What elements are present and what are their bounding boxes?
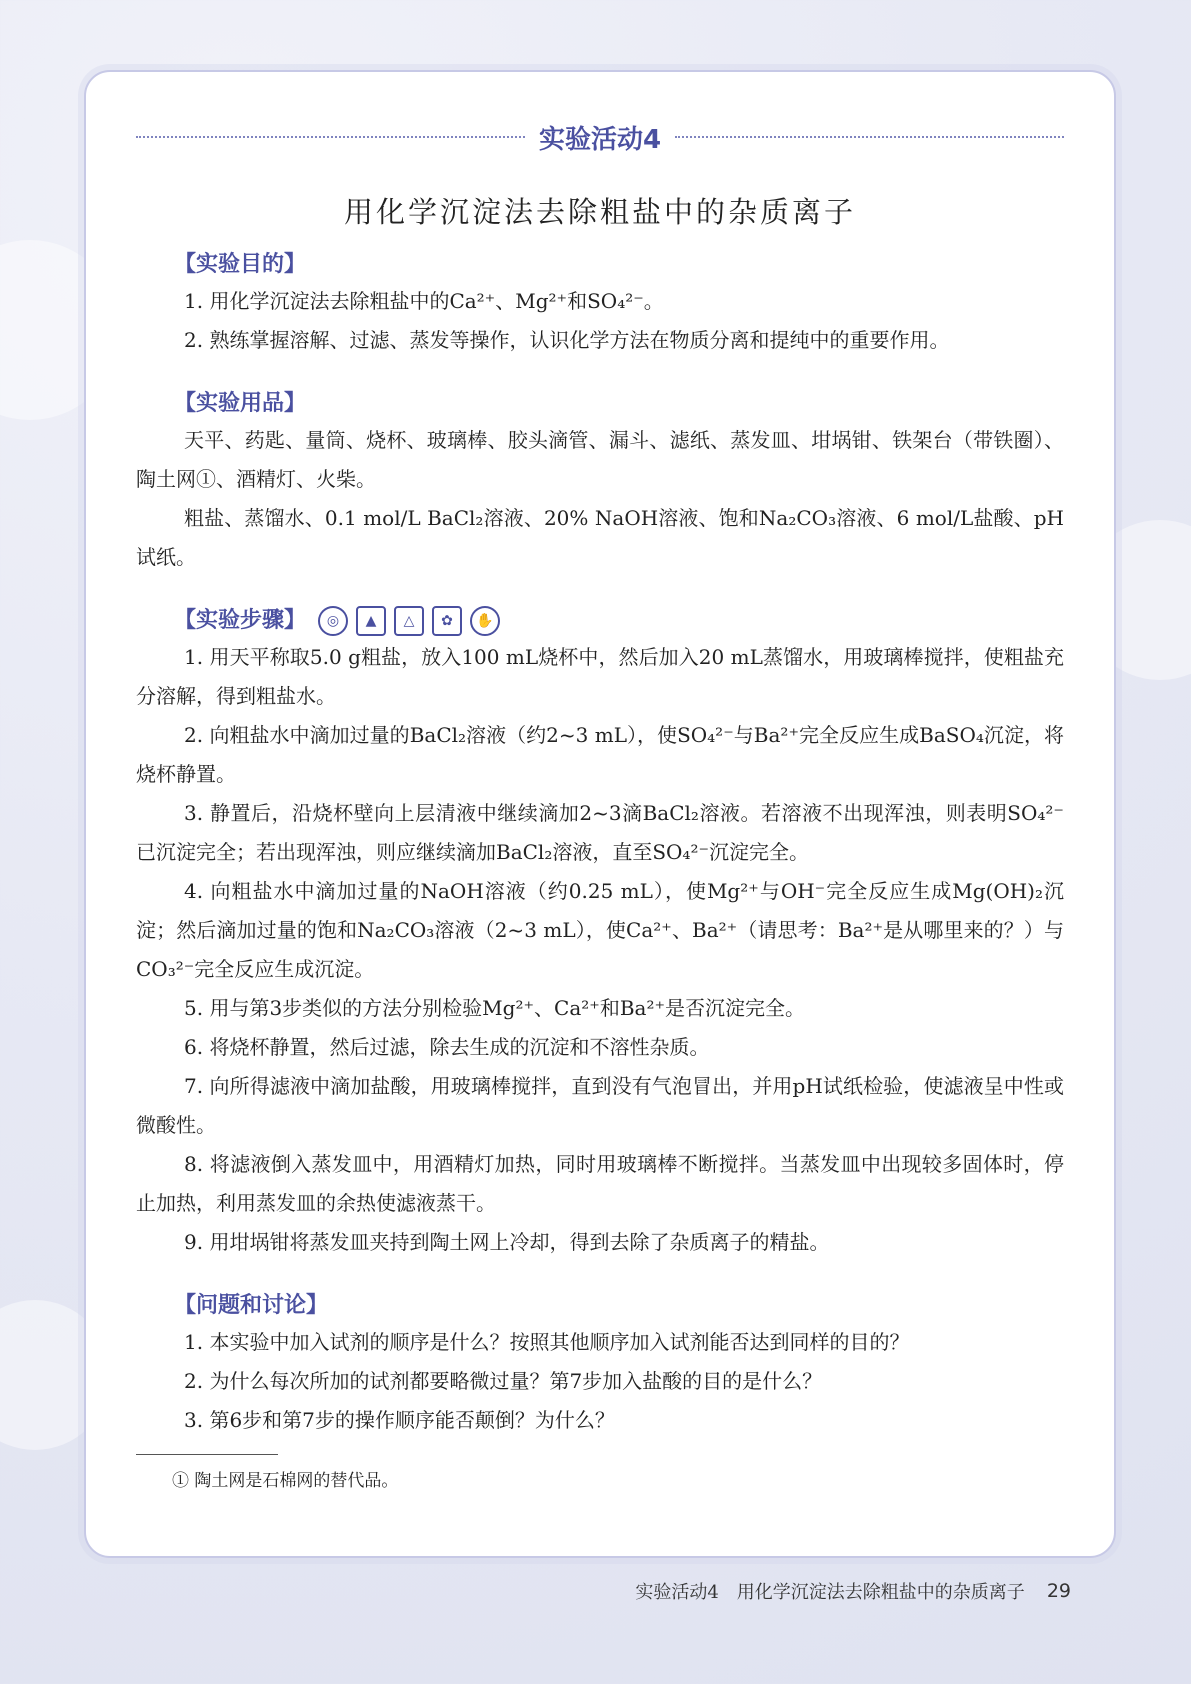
purpose-item: 1. 用化学沉淀法去除粗盐中的Ca²⁺、Mg²⁺和SO₄²⁻。 — [184, 289, 664, 313]
step-item: 7. 向所得滤液中滴加盐酸，用玻璃棒搅拌，直到没有气泡冒出，并用pH试纸检验，使滤液呈中性或微酸性。 — [136, 1074, 1064, 1137]
hot-surface-icon: △ — [394, 606, 424, 636]
page-footer — [635, 1578, 1071, 1604]
section-heading-discussion: 【问题和讨论】 — [174, 1293, 329, 1318]
section-heading-purpose: 【实验目的】 — [174, 252, 307, 277]
discussion-item: 1. 本实验中加入试剂的顺序是什么？按照其他顺序加入试剂能否达到同样的目的？ — [184, 1330, 910, 1354]
discussion-item: 2. 为什么每次所加的试剂都要略微过量？第7步加入盐酸的目的是什么？ — [184, 1369, 823, 1393]
handwash-icon: ✋ — [470, 606, 500, 636]
footnote-rule — [136, 1454, 278, 1455]
step-item: 8. 将滤液倒入蒸发皿中，用酒精灯加热，同时用玻璃棒不断搅拌。当蒸发皿中出现较多固体时，停止加热，利用蒸发皿的余热使滤液蒸干。 — [136, 1152, 1064, 1215]
step-item: 3. 静置后，沿烧杯壁向上层清液中继续滴加2~3滴BaCl₂溶液。若溶液不出现浑浊，则表明SO₄²⁻已沉淀完全；若出现浑浊，则应继续滴加BaCl₂溶液，直至SO₄²⁻沉淀完全。 — [136, 801, 1064, 864]
dotted-rule-left — [136, 136, 525, 138]
goggles-icon: ◎ — [318, 606, 348, 636]
footnote: ① 陶土网是石棉网的替代品。 — [172, 1471, 399, 1491]
safety-icons — [318, 606, 500, 636]
main-content — [136, 248, 1064, 1495]
step-item: 5. 用与第3步类似的方法分别检验Mg²⁺、Ca²⁺和Ba²⁺是否沉淀完全。 — [184, 996, 806, 1020]
dotted-rule-right — [675, 136, 1064, 138]
step-item: 4. 向粗盐水中滴加过量的NaOH溶液（约0.25 mL），使Mg²⁺与OH⁻完全反应生成Mg(OH)₂沉淀；然后滴加过量的饱和Na₂CO₃溶液（2~3 mL），使Ca²⁺、Ba²⁺（请思考：Ba²⁺是从哪里来的？）与CO₃²⁻完全反应生成沉淀。 — [136, 879, 1064, 981]
section-heading-steps: 【实验步骤】 — [174, 608, 307, 633]
purpose-item: 2. 熟练掌握溶解、过滤、蒸发等操作，认识化学方法在物质分离和提纯中的重要作用。 — [184, 328, 950, 352]
activity-label: 实验活动4 — [538, 124, 662, 155]
page-title: 用化学沉淀法去除粗盐中的杂质离子 — [343, 195, 856, 229]
page-number: 29 — [1046, 1580, 1071, 1602]
ventilation-icon: ✿ — [432, 606, 462, 636]
page-card — [84, 70, 1116, 1558]
running-title: 实验活动4 用化学沉淀法去除粗盐中的杂质离子 — [635, 1582, 1025, 1603]
step-item: 1. 用天平称取5.0 g粗盐，放入100 mL烧杯中，然后加入20 mL蒸馏水，用玻璃棒搅拌，使粗盐充分溶解，得到粗盐水。 — [136, 645, 1064, 708]
section-heading-materials: 【实验用品】 — [174, 391, 307, 416]
discussion-item: 3. 第6步和第7步的操作顺序能否颠倒？为什么？ — [184, 1408, 615, 1432]
activity-header — [136, 120, 1064, 154]
flame-icon: ▲ — [356, 606, 386, 636]
step-item: 6. 将烧杯静置，然后过滤，除去生成的沉淀和不溶性杂质。 — [184, 1035, 710, 1059]
step-item: 2. 向粗盐水中滴加过量的BaCl₂溶液（约2~3 mL），使SO₄²⁻与Ba²⁺完全反应生成BaSO₄沉淀，将烧杯静置。 — [136, 723, 1064, 786]
materials-paragraph: 天平、药匙、量筒、烧杯、玻璃棒、胶头滴管、漏斗、滤纸、蒸发皿、坩埚钳、铁架台（带铁圈）、陶土网①、酒精灯、火柴。 — [136, 428, 1064, 491]
step-item: 9. 用坩埚钳将蒸发皿夹持到陶土网上冷却，得到去除了杂质离子的精盐。 — [184, 1230, 830, 1254]
materials-paragraph: 粗盐、蒸馏水、0.1 mol/L BaCl₂溶液、20% NaOH溶液、饱和Na₂CO₃溶液、6 mol/L盐酸、pH试纸。 — [136, 506, 1064, 569]
section-heading-steps-row — [174, 604, 1064, 638]
